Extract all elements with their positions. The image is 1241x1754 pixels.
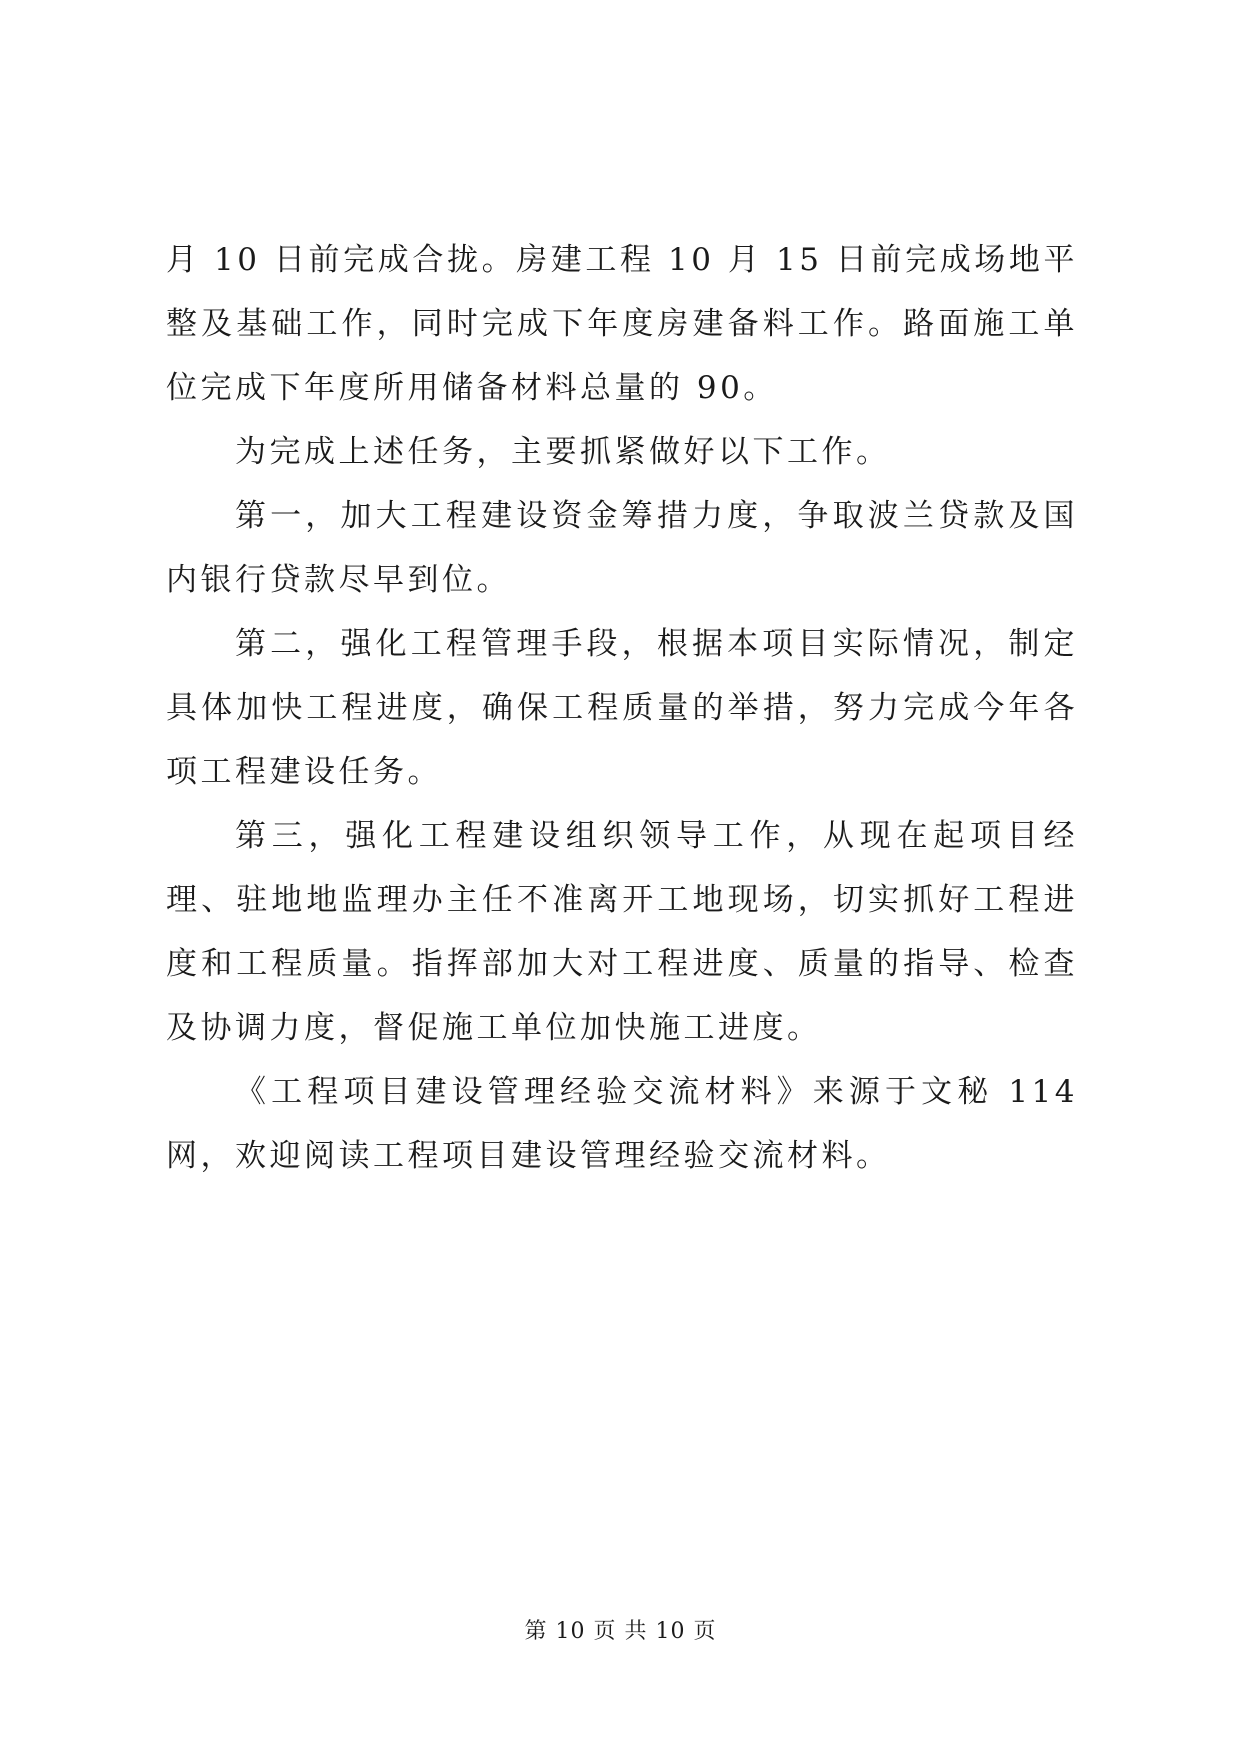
paragraph-item-second: 第二，强化工程管理手段，根据本项目实际情况，制定具体加快工程进度，确保工程质量的举措，努力完成今年各项工程建设任务。 bbox=[166, 626, 1078, 790]
paragraph-item-third: 第三，强化工程建设组织领导工作，从现在起项目经理、驻地地监理办主任不准离开工地现场，切实抓好工程进度和工程质量。指挥部加大对工程进度、质量的指导、检查及协调力度，督促施工单位加快施工进度。 bbox=[166, 818, 1078, 1046]
document-body bbox=[166, 228, 1078, 1188]
paragraph-item-first: 第一，加大工程建设资金筹措力度，争取波兰贷款及国内银行贷款尽早到位。 bbox=[166, 498, 1078, 598]
paragraph-intro: 为完成上述任务，主要抓紧做好以下工作。 bbox=[235, 434, 891, 470]
paragraph-continuation: 月 10 日前完成合拢。房建工程 10 月 15 日前完成场地平整及基础工作，同时完成下年度房建备料工作。路面施工单位完成下年度所用储备材料总量的 90。 bbox=[166, 242, 1078, 406]
page-number-footer: 第 10 页 共 10 页 bbox=[524, 1619, 717, 1644]
paragraph-source-note: 《工程项目建设管理经验交流材料》来源于文秘 114 网，欢迎阅读工程项目建设管理经验交流材料。 bbox=[166, 1074, 1078, 1174]
